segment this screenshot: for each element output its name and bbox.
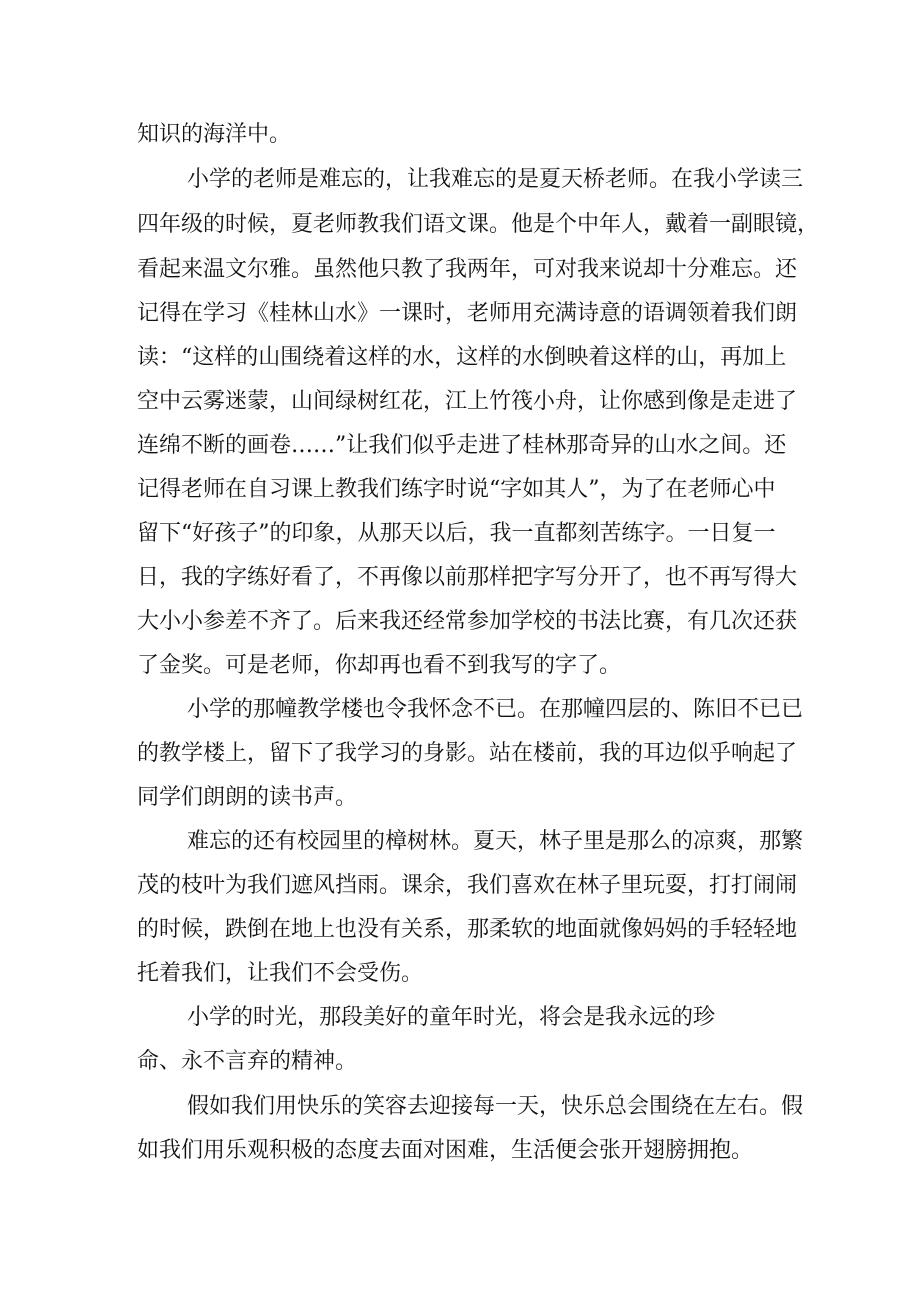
text-line: 难忘的还有校园里的樟树林。夏天，林子里是那么的凉爽，那繁 (187, 829, 804, 854)
text-line: 空中云雾迷蒙，山间绿树红花，江上竹筏小舟，让你感到像是走进了 (137, 389, 798, 414)
text-line: 茂的枝叶为我们遮风挡雨。课余，我们喜欢在林子里玩耍，打打闹闹 (137, 873, 798, 898)
text-line: 的教学楼上，留下了我学习的身影。站在楼前，我的耳边似乎响起了 (137, 741, 798, 766)
text-line: 如我们用乐观积极的态度去面对困难，生活便会张开翅膀拥抱。 (137, 1138, 754, 1163)
text-line: 留下“好孩子”的印象，从那天以后，我一直都刻苦练字。一日复一 (137, 521, 776, 546)
text-line: 命、永不言弃的精神。 (137, 1049, 358, 1074)
text-line: 托着我们，让我们不会受伤。 (137, 961, 424, 986)
text-line: 记得老师在自习课上教我们练字时说“字如其人”，为了在老师心中 (137, 477, 776, 502)
text-line: 看起来温文尔雅。虽然他只教了我两年，可对我来说却十分难忘。还 (137, 257, 798, 282)
text-line: 的时候，跌倒在地上也没有关系，那柔软的地面就像妈妈的手轻轻地 (137, 917, 798, 942)
text-line: 记得在学习《桂林山水》一课时，老师用充满诗意的语调领着我们朗 (137, 301, 798, 326)
text-line: 连绵不断的画卷……”让我们似乎走进了桂林那奇异的山水之间。还 (137, 433, 787, 458)
text-line: 了金奖。可是老师，你却再也看不到我写的字了。 (137, 653, 622, 678)
text-line: 小学的时光，那段美好的童年时光，将会是我永远的珍 (187, 1005, 716, 1030)
text-line: 假如我们用快乐的笑容去迎接每一天，快乐总会围绕在左右。假 (187, 1094, 804, 1119)
text-line: 读：“这样的山围绕着这样的水，这样的水倒映着这样的山，再加上 (137, 345, 787, 370)
text-line: 大小小参差不齐了。后来我还经常参加学校的书法比赛，有几次还获 (137, 609, 798, 634)
text-line: 同学们朗朗的读书声。 (137, 785, 358, 810)
text-line: 小学的老师是难忘的，让我难忘的是夏天桥老师。在我小学读三 (187, 167, 804, 192)
text-line: 知识的海洋中。 (137, 122, 292, 147)
text-line: 日，我的字练好看了，不再像以前那样把字写分开了，也不再写得大 (137, 565, 798, 590)
text-line: 小学的那幢教学楼也令我怀念不已。在那幢四层的、陈旧不已已 (187, 697, 804, 722)
text-line: 四年级的时候，夏老师教我们语文课。他是个中年人，戴着一副眼镜， (137, 212, 820, 237)
